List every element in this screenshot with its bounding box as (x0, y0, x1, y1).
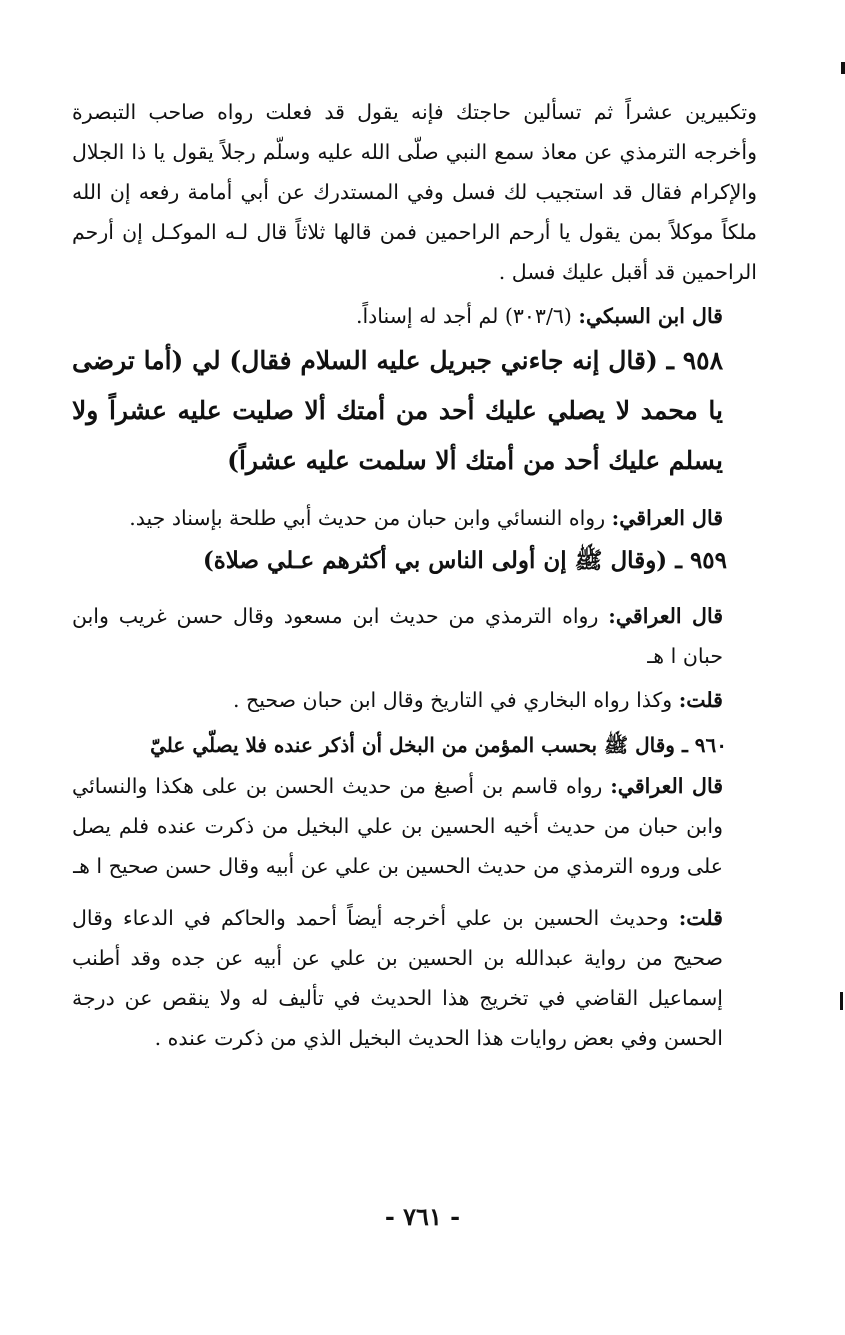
iraqi-960-text: رواه قاسم بن أصبغ من حديث الحسن بن على هكذا والنسائي وابن حبان من حديث أخيه الحسين بن علي البخيل من ذكرت عنده فلم يصل على وروه الترمذي من حديث الحسين بن علي عن أبيه وقال حسن صحيح ا هـ (72, 774, 723, 878)
iraqi-958-label: قال العراقي: (611, 506, 723, 530)
iraqi-958-text: رواه النسائي وابن حبان من حديث أبي طلحة بإسناد جيد. (129, 506, 612, 530)
hadith-959-number: ٩٥٩ ـ (675, 547, 727, 574)
subki-text: (٣٠٣/٦) لم أجد له إسناداً. (355, 304, 579, 328)
qult-960-label: قلت: (678, 906, 723, 930)
iraqi-note-958 (72, 498, 757, 538)
iraqi-959-text: رواه الترمذي من حديث ابن مسعود وقال حسن غريب وابن حبان ا هـ (72, 604, 723, 668)
page-number: - ٧٦١ - (384, 1202, 461, 1231)
hadith-958 (72, 336, 757, 486)
qult-959-text: وكذا رواه البخاري في التاريخ وقال ابن حبان صحيح . (232, 688, 679, 712)
intro-paragraph: وتكبيرين عشراً ثم تسألين حاجتك فإنه يقول قد فعلت رواه صاحب التبصرة وأخرجه الترمذي عن معاذ سمع النبي صلّى الله عليه وسلّم رجلاً يقول يا ذا الجلال والإكرام فقال قد استجيب لك فسل وفي المستدرك عن أبي أمامة رفعه إن الله ملكاً موكلاً بمن يقول يا أرحم الراحمين فمن قالها ثلاثاً قال لـه الموكـل إن أرحم الراحمين قد أقبل عليك فسل . (72, 100, 757, 284)
subki-note (72, 296, 757, 336)
iraqi-960-label: قال العراقي: (610, 774, 723, 798)
hadith-958-text: (قال إنه جاءني جبريل عليه السلام فقال) لي (أما ترضى يا محمد لا يصلي عليك أحد من أمتك ألا صليت عليه عشراً ولا يسلم عليك أحد من أمتك ألا سلمت عليه عشراً) (72, 346, 723, 475)
iraqi-959-label: قال العراقي: (608, 604, 723, 628)
hadith-958-number: ٩٥٨ ـ (666, 346, 724, 375)
subki-label: قال ابن السبكي: (578, 304, 723, 328)
qult-note-959 (72, 680, 757, 720)
scan-edge-mark-middle (840, 992, 843, 1010)
page-body (72, 92, 757, 1058)
hadith-960-number: ٩٦٠ ـ (681, 733, 727, 757)
scan-edge-mark-top (841, 62, 845, 74)
qult-note-960 (72, 898, 757, 1058)
hadith-960 (72, 724, 757, 766)
qult-960-text: وحديث الحسين بن علي أخرجه أيضاً أحمد والحاكم في الدعاء وقال صحيح من رواية عبدالله بن الحسين بن علي عن أبيه عن جده وقد أطنب إسماعيل القاضي في تخريج هذا الحديث في تأليف له ولا ينقص عن درجة الحسن وفي بعض روايات هذا الحديث البخيل الذي من ذكرت عنده . (72, 906, 723, 1050)
hadith-959-text: (وقال ﷺ إن أولى الناس بي أكثرهم عـلي صلاة) (202, 547, 676, 574)
iraqi-note-960 (72, 766, 757, 886)
hadith-959 (72, 538, 757, 584)
iraqi-note-959 (72, 596, 757, 676)
qult-959-label: قلت: (678, 688, 723, 712)
hadith-960-text: وقال ﷺ بحسب المؤمن من البخل أن أذكر عنده فلا يصلّي عليّ (150, 733, 682, 757)
